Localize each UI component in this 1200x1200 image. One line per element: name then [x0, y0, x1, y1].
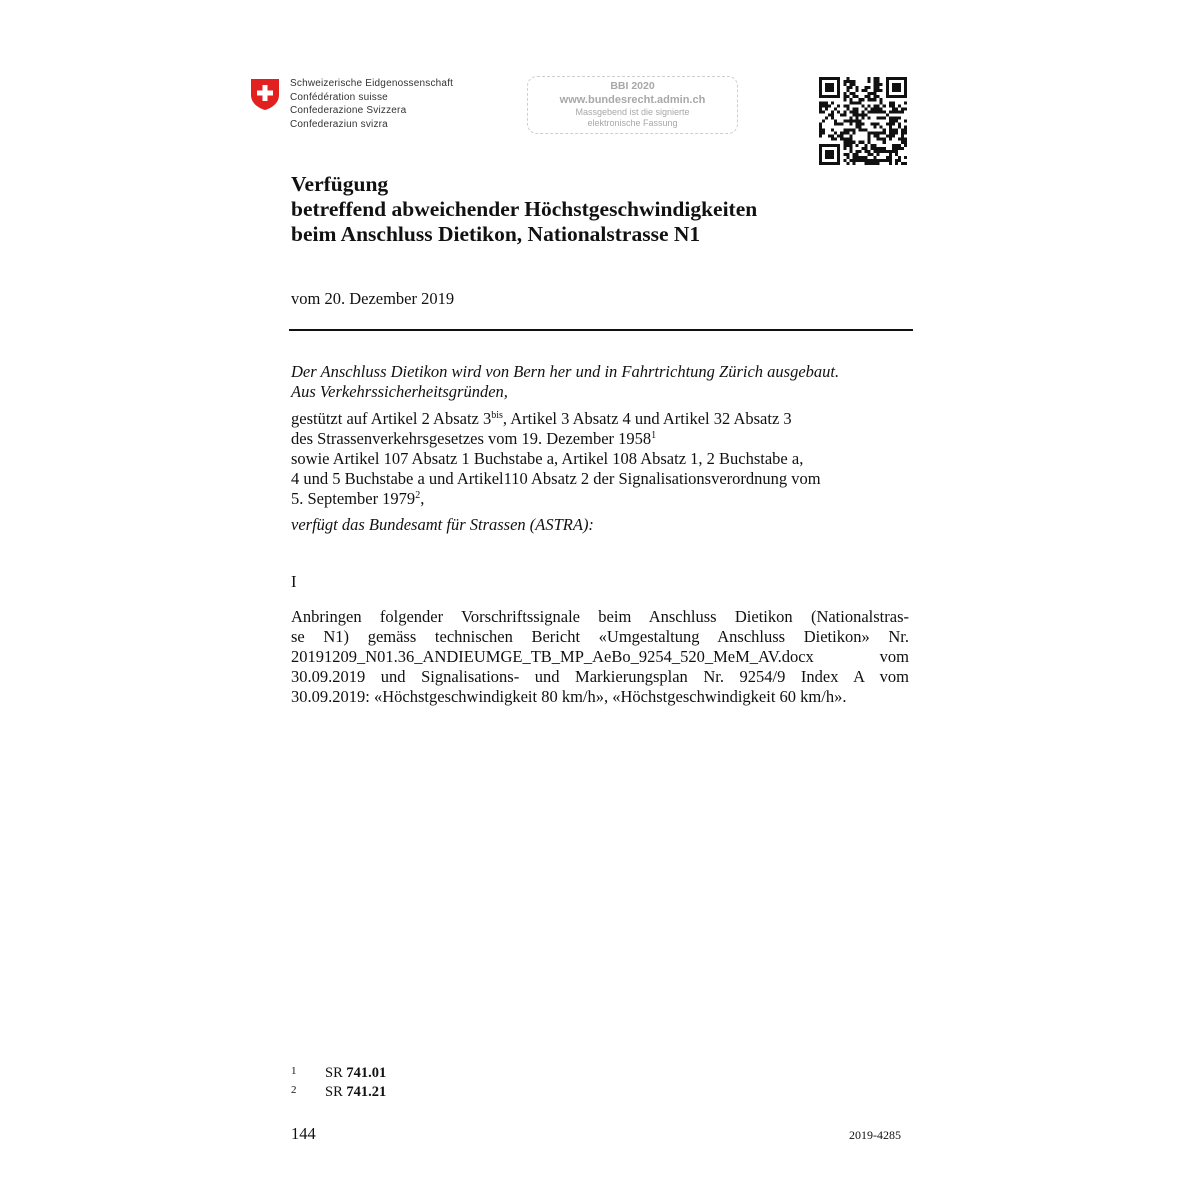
- footnote-ref-1: 1: [651, 430, 657, 441]
- document-id: 2019-4285: [849, 1128, 901, 1142]
- swiss-cross-shield-icon: [250, 78, 280, 111]
- body-line: 30.09.2019: «Höchstgeschwindigkeit 80 km/h», «Höchstgeschwindigkeit 60 km/h».: [291, 687, 847, 706]
- basis-line-2: [291, 429, 821, 449]
- footnote-prefix: SR: [325, 1065, 347, 1081]
- confederation-names: [290, 77, 453, 131]
- intro-line-2: Aus Verkehrssicherheitsgründen,: [291, 382, 508, 401]
- title-divider: [289, 329, 913, 331]
- footnote-prefix: SR: [325, 1084, 347, 1100]
- section-number: I: [291, 572, 297, 591]
- decree-statement: verfügt das Bundesamt für Strassen (ASTRA):: [291, 515, 594, 534]
- preamble-intro: [291, 362, 839, 402]
- footnote: [291, 1082, 386, 1101]
- intro-line-1: Der Anschluss Dietikon wird von Bern her und in Fahrtrichtung Zürich ausgebaut.: [291, 362, 840, 381]
- basis-line-1-a: gestützt auf Artikel 2 Absatz 3: [291, 409, 492, 428]
- document-date: vom 20. Dezember 2019: [291, 289, 455, 308]
- basis-line-1: [291, 409, 821, 429]
- basis-line-3: sowie Artikel 107 Absatz 1 Buchstabe a, Artikel 108 Absatz 1, 2 Buchstabe a,: [291, 449, 804, 468]
- basis-line-4: 4 und 5 Buchstabe a und Artikel110 Absatz 2 der Signalisationsverordnung vom: [291, 469, 821, 488]
- publication-stamp: [527, 76, 738, 134]
- footnote-sr-ref[interactable]: 741.21: [346, 1084, 387, 1100]
- stamp-line-2: www.bundesrecht.admin.ch: [559, 94, 706, 106]
- section-body: [291, 607, 909, 707]
- stamp-line-3: Massgebend ist die signierte: [575, 107, 690, 117]
- confederation-line-fr: Confédération suisse: [290, 91, 388, 103]
- title-line-2: betreffend abweichender Höchstgeschwindigkeiten: [291, 197, 758, 221]
- footnote: [291, 1063, 386, 1082]
- basis-line-5: [291, 489, 821, 509]
- basis-line-1-b: , Artikel 3 Absatz 4 und Artikel 32 Absatz 3: [502, 409, 792, 428]
- basis-line-2-a: des Strassenverkehrsgesetzes vom 19. Dezember 1958: [291, 429, 652, 448]
- body-line: 30.09.2019 und Signalisations- und Markierungsplan Nr. 9254/9 Index A vom: [291, 667, 909, 686]
- confederation-line-rm: Confederaziun svizra: [290, 118, 388, 130]
- confederation-line-de: Schweizerische Eidgenossenschaft: [290, 78, 454, 89]
- footnote-number: 1: [291, 1065, 297, 1077]
- confederation-line-it: Confederazione Svizzera: [290, 105, 407, 116]
- stamp-line-4: elektronische Fassung: [587, 118, 678, 128]
- title-line-1: Verfügung: [291, 172, 389, 196]
- page-number: 144: [291, 1124, 316, 1143]
- basis-line-5-b: ,: [420, 489, 425, 508]
- legal-basis: [291, 409, 821, 509]
- qr-code-icon: [819, 77, 907, 165]
- page-title: [291, 172, 757, 247]
- body-line: se N1) gemäss technischen Bericht «Umgestaltung Anschluss Dietikon» Nr.: [291, 627, 909, 646]
- stamp-line-1: BBI 2020: [610, 80, 655, 92]
- basis-line-5-a: 5. September 1979: [291, 489, 416, 508]
- bis-superscript: bis: [491, 410, 503, 421]
- footnote-ref-2: 2: [415, 490, 421, 501]
- title-line-3: beim Anschluss Dietikon, Nationalstrasse N1: [291, 222, 701, 246]
- body-line: Anbringen folgender Vorschriftssignale beim Anschluss Dietikon (Nationalstras-: [291, 607, 909, 626]
- body-line: 20191209_N01.36_ANDIEUMGE_TB_MP_AeBo_9254_520_MeM_AV.docx vom: [291, 647, 909, 666]
- footnote-sr-ref[interactable]: 741.01: [346, 1065, 387, 1081]
- footnotes: [291, 1063, 386, 1101]
- footnote-number: 2: [291, 1084, 297, 1096]
